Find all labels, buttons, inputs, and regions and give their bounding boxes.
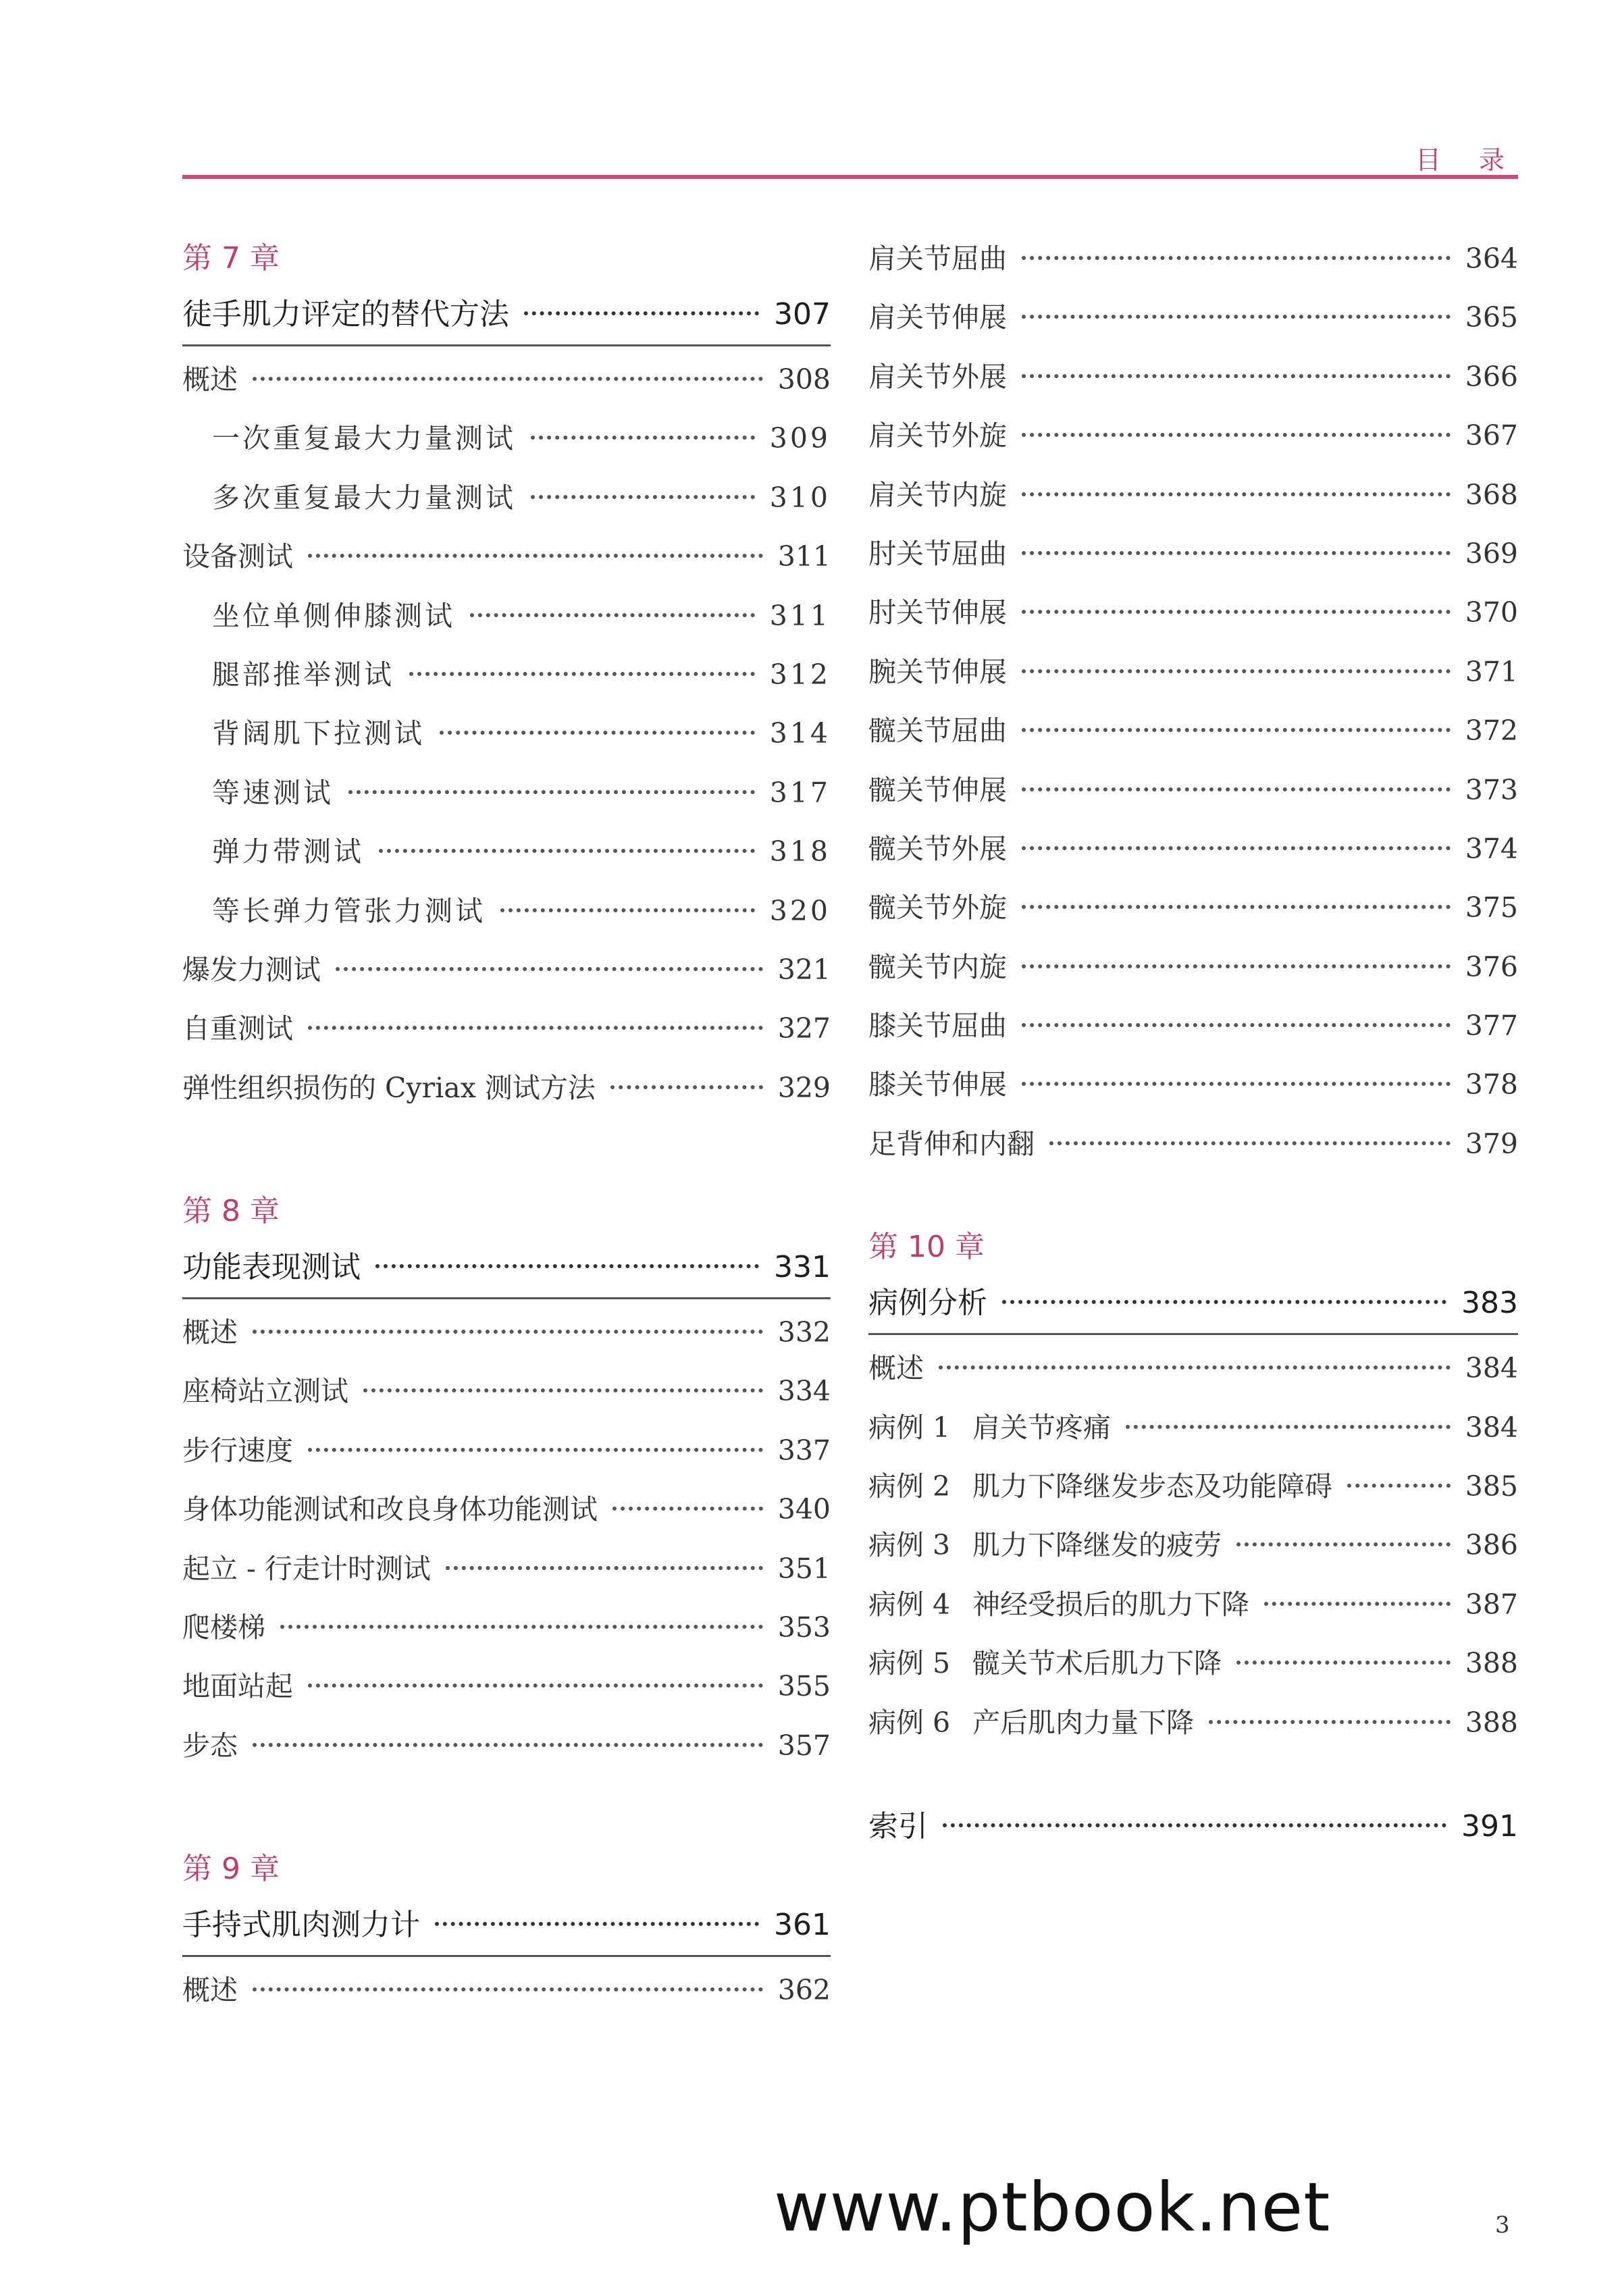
toc-entry-page: 362 — [777, 1974, 831, 2007]
leader-dots — [336, 967, 763, 971]
toc-entry[interactable] — [182, 350, 831, 409]
toc-entry-text: 地面站起 — [182, 1670, 293, 1703]
spacer — [868, 1752, 1518, 1800]
page-number: 3 — [1495, 2212, 1510, 2239]
case-number: 病例 1 — [868, 1411, 951, 1444]
toc-entry-page: 337 — [777, 1434, 831, 1467]
leader-dots — [1022, 905, 1451, 909]
index-page-number: 391 — [1461, 1808, 1518, 1844]
toc-entry-page: 370 — [1465, 596, 1518, 629]
index-link[interactable] — [868, 1800, 1518, 1854]
toc-entry-page: 371 — [1465, 655, 1518, 688]
leader-dots — [348, 790, 755, 794]
header-title: 目 录 — [1415, 145, 1519, 175]
leader-dots — [1236, 1542, 1451, 1546]
toc-entry-text: 概述 — [182, 1316, 238, 1349]
toc-entry-text: 肘关节伸展 — [868, 596, 1007, 629]
leader-dots — [253, 377, 763, 381]
toc-entry-page: 355 — [777, 1670, 831, 1703]
spacer — [182, 1775, 831, 1840]
chapter-9 — [182, 1840, 831, 2020]
toc-entry-text: 概述 — [182, 363, 238, 396]
leader-dots — [524, 311, 759, 315]
toc-entry-page: 353 — [777, 1611, 831, 1644]
index-title: 索引 — [868, 1808, 928, 1844]
toc-right-column — [868, 230, 1518, 1854]
toc-entry[interactable] — [868, 1575, 1518, 1634]
chapter-rule — [182, 1297, 831, 1299]
toc-entry-text: 起立 - 行走计时测试 — [182, 1552, 431, 1585]
toc-entry-text: 步行速度 — [182, 1434, 293, 1467]
leader-dots — [1022, 610, 1451, 614]
toc-entry-page: 384 — [1465, 1352, 1518, 1385]
toc-entry[interactable] — [868, 288, 1518, 347]
toc-entry-page: 365 — [1465, 301, 1518, 334]
leader-dots — [1022, 433, 1451, 437]
toc-entry-page: 351 — [777, 1552, 831, 1585]
toc-entry-page: 311 — [777, 540, 831, 573]
toc-entries — [182, 350, 831, 1118]
chapter-title-link[interactable] — [182, 1241, 831, 1295]
toc-entry-page: 387 — [1465, 1588, 1518, 1621]
leader-dots — [1022, 374, 1451, 378]
header-rule — [182, 175, 1518, 179]
toc-entry-page: 368 — [1465, 478, 1518, 511]
toc-entry-page: 311 — [769, 599, 831, 632]
toc-entry-text: 腿部推举测试 — [212, 658, 394, 691]
toc-entry-page: 384 — [1465, 1411, 1518, 1444]
leader-dots — [1022, 787, 1451, 791]
toc-entry[interactable] — [868, 938, 1518, 997]
toc-entry[interactable] — [182, 1717, 831, 1775]
leader-dots — [308, 1684, 763, 1688]
toc-entry-page: 340 — [777, 1493, 831, 1526]
chapter-page-number: 361 — [774, 1908, 831, 1943]
toc-entry-text: 肩关节内旋 — [868, 478, 1007, 511]
toc-entry-page: 375 — [1465, 891, 1518, 924]
case-number: 病例 4 — [868, 1588, 951, 1621]
toc-entry-page: 334 — [777, 1375, 831, 1408]
toc-entry[interactable] — [868, 1055, 1518, 1114]
toc-entry-text: 设备测试 — [182, 540, 293, 573]
chapter-9-continued — [868, 230, 1518, 1174]
leader-dots — [379, 849, 755, 853]
toc-entry[interactable] — [868, 1516, 1518, 1575]
toc-entry-page: 320 — [769, 894, 831, 927]
toc-entry[interactable] — [868, 583, 1518, 642]
leader-dots — [943, 1823, 1446, 1827]
toc-entry-page: 369 — [1465, 537, 1518, 570]
toc-entry[interactable] — [182, 587, 831, 646]
toc-entry-text: 肩关节屈曲 — [868, 242, 1007, 275]
toc-entry-page: 379 — [1465, 1127, 1518, 1160]
leader-dots — [1236, 1661, 1451, 1665]
chapter-title-text: 病例分析 — [868, 1286, 987, 1321]
spacer — [868, 1174, 1518, 1218]
toc-entry-page: 314 — [769, 717, 831, 750]
leader-dots — [612, 1507, 763, 1511]
toc-entry-text: 肩关节伸展 — [868, 301, 1007, 334]
toc-entry[interactable] — [182, 409, 831, 468]
chapter-page-number: 307 — [774, 297, 831, 332]
toc-entry[interactable] — [182, 704, 831, 763]
leader-dots — [435, 1922, 759, 1926]
toc-entry-text: 概述 — [182, 1974, 238, 2007]
toc-entry[interactable] — [868, 1339, 1518, 1398]
leader-dots — [375, 1264, 759, 1268]
toc-entry-text: 髋关节伸展 — [868, 773, 1007, 806]
leader-dots — [1022, 846, 1451, 850]
leader-dots — [1022, 964, 1451, 968]
chapter-label: 第 8 章 — [182, 1194, 280, 1229]
toc-entry-page: 378 — [1465, 1068, 1518, 1101]
leader-dots — [1022, 256, 1451, 260]
toc-entry-page: 373 — [1465, 773, 1518, 806]
toc-entry[interactable] — [182, 1059, 831, 1118]
toc-entry-page: 376 — [1465, 950, 1518, 983]
chapter-rule — [868, 1333, 1518, 1335]
toc-entries — [182, 1303, 831, 1775]
toc-entry-page: 366 — [1465, 360, 1518, 393]
leader-dots — [531, 436, 755, 440]
toc-left-column — [182, 230, 831, 2020]
chapter-label: 第 10 章 — [868, 1230, 985, 1265]
chapter-title-link[interactable] — [182, 288, 831, 342]
leader-dots — [1002, 1300, 1446, 1304]
toc-entry-page: 332 — [777, 1316, 831, 1349]
toc-entry-page: 388 — [1465, 1706, 1518, 1739]
toc-entry-text: 髋关节术后肌力下降 — [972, 1647, 1222, 1680]
toc-entry-text: 等速测试 — [212, 776, 334, 809]
toc-entry[interactable] — [182, 1480, 831, 1539]
toc-entry-page: 367 — [1465, 419, 1518, 452]
leader-dots — [1022, 669, 1451, 673]
leader-dots — [470, 613, 755, 617]
chapter-7 — [182, 230, 831, 1118]
toc-entry[interactable] — [182, 999, 831, 1058]
chapter-label: 第 9 章 — [182, 1852, 280, 1887]
chapter-page-number: 383 — [1461, 1286, 1518, 1321]
chapter-title-link[interactable] — [868, 1276, 1518, 1330]
toc-entry-text: 腕关节伸展 — [868, 655, 1007, 688]
toc-entry[interactable] — [868, 466, 1518, 525]
toc-entry-text: 膝关节屈曲 — [868, 1010, 1007, 1043]
toc-entry-text: 膝关节伸展 — [868, 1068, 1007, 1101]
toc-entry[interactable] — [182, 1362, 831, 1421]
toc-entry-text: 多次重复最大力量测试 — [212, 481, 516, 514]
leader-dots — [1126, 1425, 1451, 1429]
leader-dots — [280, 1625, 763, 1629]
leader-dots — [531, 495, 755, 499]
toc-entry-page: 318 — [769, 835, 831, 868]
toc-entry-page: 309 — [769, 422, 831, 455]
leader-dots — [1209, 1720, 1451, 1724]
toc-entry[interactable] — [182, 941, 831, 999]
watermark-url: www.ptbook.net — [774, 2168, 1331, 2247]
toc-entry[interactable] — [868, 1115, 1518, 1174]
toc-entry-page: 364 — [1465, 242, 1518, 275]
toc-entry-page: 385 — [1465, 1470, 1518, 1503]
toc-entry-text: 肘关节屈曲 — [868, 537, 1007, 570]
toc-entry-text: 概述 — [868, 1352, 924, 1385]
leader-dots — [500, 908, 755, 912]
toc-entry[interactable] — [868, 1457, 1518, 1516]
chapter-label: 第 7 章 — [182, 241, 280, 276]
leader-dots — [363, 1388, 763, 1392]
leader-dots — [1022, 728, 1451, 732]
toc-entry[interactable] — [182, 646, 831, 704]
leader-dots — [409, 672, 755, 676]
toc-entry-page: 386 — [1465, 1529, 1518, 1562]
case-number: 病例 6 — [868, 1706, 951, 1739]
chapter-page-number: 331 — [774, 1250, 831, 1285]
toc-entry[interactable] — [868, 525, 1518, 583]
chapter-title-link[interactable] — [182, 1898, 831, 1952]
toc-entry[interactable] — [868, 407, 1518, 465]
toc-entry-page: 329 — [777, 1071, 831, 1104]
toc-entry-page: 310 — [769, 481, 831, 514]
toc-entry-text: 坐位单侧伸膝测试 — [212, 599, 455, 632]
leader-dots — [1049, 1141, 1451, 1145]
toc-entry-text: 爆发力测试 — [182, 953, 321, 986]
toc-entry-text: 肌力下降继发步态及功能障碍 — [972, 1470, 1332, 1503]
toc-entry[interactable] — [868, 761, 1518, 820]
chapter-10 — [868, 1218, 1518, 1752]
toc-entry[interactable] — [182, 1961, 831, 2020]
toc-entry-text: 髋关节外展 — [868, 832, 1007, 865]
leader-dots — [253, 1987, 763, 1991]
toc-entry[interactable] — [182, 882, 831, 941]
toc-entry-text: 背阔肌下拉测试 — [212, 717, 425, 750]
toc-entry-text: 步态 — [182, 1729, 238, 1762]
chapter-title-text: 徒手肌力评定的替代方法 — [182, 297, 509, 332]
toc-entry[interactable] — [182, 1598, 831, 1657]
toc-entry-text: 座椅站立测试 — [182, 1375, 348, 1408]
toc-entry[interactable] — [182, 1540, 831, 1598]
leader-dots — [308, 1448, 763, 1452]
leader-dots — [1347, 1484, 1451, 1488]
chapter-rule — [182, 1955, 831, 1957]
chapter-8 — [182, 1182, 831, 1775]
leader-dots — [308, 1026, 763, 1030]
toc-entry-page: 388 — [1465, 1647, 1518, 1680]
chapter-title-text: 手持式肌肉测力计 — [182, 1908, 420, 1943]
toc-entry[interactable] — [182, 1421, 831, 1480]
leader-dots — [253, 1743, 763, 1747]
toc-entry-text: 自重测试 — [182, 1012, 293, 1045]
toc-entry-text: 等长弹力管张力测试 — [212, 894, 486, 927]
case-number: 病例 3 — [868, 1529, 951, 1562]
toc-entry[interactable] — [182, 764, 831, 823]
case-number: 病例 5 — [868, 1647, 951, 1680]
toc-entry[interactable] — [868, 997, 1518, 1055]
toc-entry[interactable] — [868, 1399, 1518, 1457]
toc-entry-text: 肩关节疼痛 — [972, 1411, 1111, 1444]
toc-entry-page: 327 — [777, 1012, 831, 1045]
leader-dots — [1264, 1602, 1451, 1606]
toc-entry-text: 一次重复最大力量测试 — [212, 422, 516, 455]
toc-entry-text: 髋关节外旋 — [868, 891, 1007, 924]
toc-entries — [182, 1961, 831, 2020]
leader-dots — [1022, 551, 1451, 555]
toc-entry[interactable] — [868, 643, 1518, 702]
toc-entry-page: 321 — [777, 953, 831, 986]
toc-entry-page: 374 — [1465, 832, 1518, 865]
toc-entry[interactable] — [868, 702, 1518, 760]
toc-entry[interactable] — [182, 527, 831, 586]
toc-entry-text: 弹性组织损伤的 Cyriax 测试方法 — [182, 1071, 596, 1104]
toc-entry-text: 身体功能测试和改良身体功能测试 — [182, 1493, 598, 1526]
toc-entry-text: 爬楼梯 — [182, 1611, 265, 1644]
toc-entry[interactable] — [182, 469, 831, 527]
toc-entry[interactable] — [868, 230, 1518, 288]
toc-entry[interactable] — [868, 348, 1518, 407]
toc-entry-text: 弹力带测试 — [212, 835, 364, 868]
toc-entry-text: 髋关节内旋 — [868, 950, 1007, 983]
toc-entry[interactable] — [868, 1694, 1518, 1752]
leader-dots — [1022, 1082, 1451, 1086]
spacer — [182, 1118, 831, 1182]
toc-entry-text: 肩关节外展 — [868, 360, 1007, 393]
toc-entry-page: 308 — [777, 363, 831, 396]
toc-entry-text: 肩关节外旋 — [868, 419, 1007, 452]
toc-entry-text: 产后肌肉力量下降 — [972, 1706, 1194, 1739]
toc-entry[interactable] — [868, 879, 1518, 937]
toc-entry[interactable] — [868, 820, 1518, 879]
leader-dots — [1022, 1023, 1451, 1027]
leader-dots — [253, 1330, 763, 1334]
toc-entry-page: 312 — [769, 658, 831, 691]
leader-dots — [1022, 315, 1451, 319]
toc-entry[interactable] — [182, 1657, 831, 1716]
toc-entry-page: 377 — [1465, 1010, 1518, 1043]
leader-dots — [939, 1365, 1451, 1369]
chapter-10-entries — [868, 1339, 1518, 1752]
leader-dots — [308, 554, 763, 558]
leader-dots — [446, 1566, 763, 1570]
toc-entry-text: 神经受损后的肌力下降 — [972, 1588, 1249, 1621]
toc-entry-page: 317 — [769, 776, 831, 809]
leader-dots — [610, 1085, 763, 1089]
toc-entry-text: 足背伸和内翻 — [868, 1127, 1035, 1160]
leader-dots — [440, 731, 755, 735]
chapter-rule — [182, 344, 831, 346]
toc-entry-text: 髋关节屈曲 — [868, 714, 1007, 748]
toc-entry[interactable] — [182, 823, 831, 881]
toc-entry[interactable] — [868, 1634, 1518, 1693]
case-number: 病例 2 — [868, 1470, 951, 1503]
toc-entry[interactable] — [182, 1303, 831, 1362]
leader-dots — [1022, 492, 1451, 496]
toc-entry-page: 372 — [1465, 714, 1518, 748]
chapter-title-text: 功能表现测试 — [182, 1250, 361, 1285]
toc-entry-page: 357 — [777, 1729, 831, 1762]
toc-entry-text: 肌力下降继发的疲劳 — [972, 1529, 1222, 1562]
